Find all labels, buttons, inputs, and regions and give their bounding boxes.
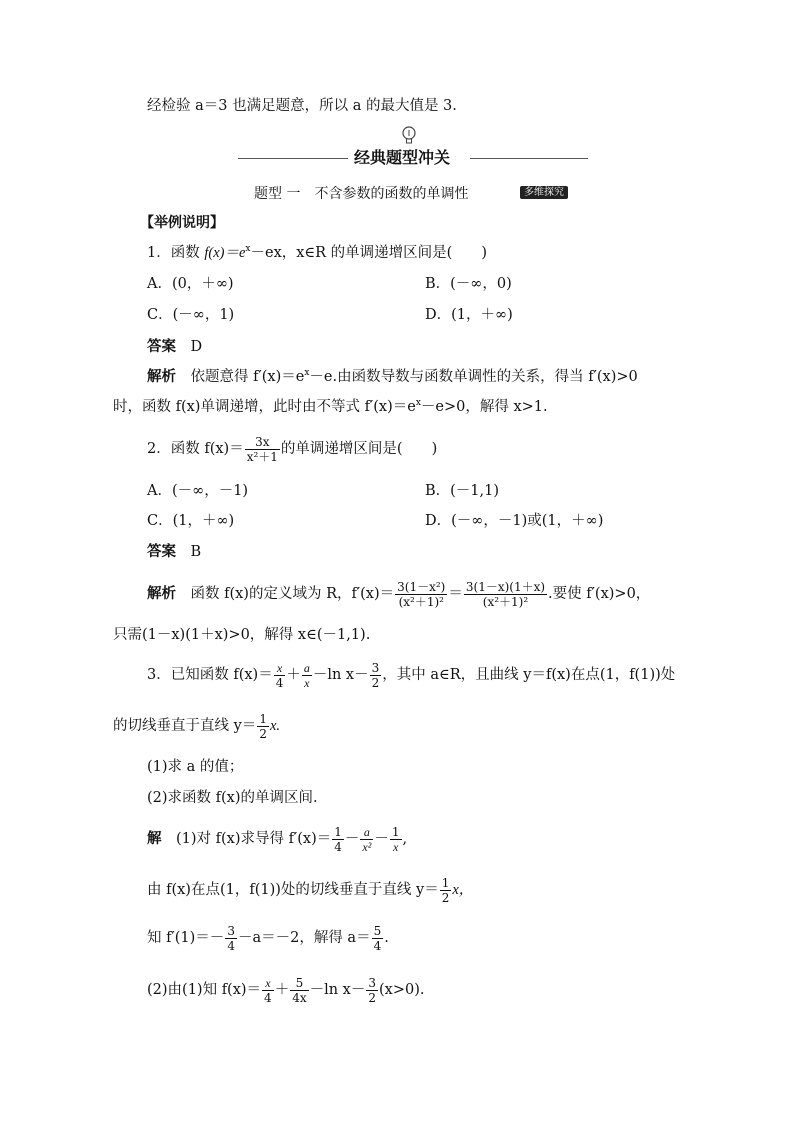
section-rule-right [470,158,588,159]
carryover-line: 经检验 a＝3 也满足题意，所以 a 的最大值是 3. [147,98,457,114]
q2-option-b: B．(－1,1) [425,483,500,499]
sol4-frac-3-over-2: $\frac{3}{2}$ [368,975,376,1005]
q3-frac-a-over-x: $\frac{a}{x}$ [303,660,310,690]
q2-analysis-line2: 只需(1－x)(1＋x)>0，解得 x∈(－1,1). [113,627,371,643]
q3-frac-x-over-4: $\frac{x}{4}$ [275,660,284,690]
sol1-frac-a-over-x2: $\frac{a}{\text{x²}}$ [362,824,372,854]
q2-stem-fraction: $\frac{3x}{\text{x²＋1}}$ [246,434,278,464]
q3-solution-3: 知 f′(1)＝－ $\frac{3}{4}$ －a＝－2，解得 a＝ $\frac{5}{4}$ . [147,923,389,953]
sol1-frac-1-over-x: $\frac{1}{x}$ [391,824,400,854]
question-1-stem: 1．函数 $f(x)=e^x-ex$，x∈R 的单调递增区间是( ) [147,244,487,261]
q1-answer: 答案 D [147,339,203,355]
multi-explore-badge: 多维探究 [520,186,568,199]
sol3-frac-5-over-4: $\frac{5}{4}$ [373,923,382,953]
q2-derivative-fraction-2: $\frac{3(1-x)(1+x)}{\text{(x²＋1)²}}$ [465,579,546,609]
q1-option-b: B．(－∞，0) [425,276,512,292]
q3-stem-line2: 的切线垂直于直线 y＝ $\frac{1}{2}$ x. [113,711,281,741]
q2-option-a: A．(－∞，－1) [147,483,249,499]
q2-answer: 答案 B [147,544,202,560]
section-subtitle: 题型 一 不含参数的函数的单调性 [254,186,469,202]
q3-frac-3-over-2: $\frac{3}{2}$ [371,660,380,690]
section-title: 经典题型冲关 [354,148,451,167]
q3-solution-2: 由 f(x)在点(1，f(1))处的切线垂直于直线 y＝ $\frac{1}{2}$ x， [147,875,474,905]
q1-analysis-line2: 时，函数 f(x)单调递增，此时由不等式 $f'(x)=e^x-e>0$，解得 x>1. [113,398,548,415]
q3-solution-1: 解 (1)对 f(x)求导得 f′(x)＝ $\frac{1}{4}$ － $\frac{a}{\text{x²}}$ － $\frac{1}{x}$ , [147,824,408,854]
q1-option-d: D．(1，＋∞) [425,307,513,323]
example-heading: 【举例说明】 [140,215,224,231]
sol4-frac-x-over-4: $\frac{x}{4}$ [264,975,272,1005]
bulb-icon [402,126,416,144]
q3-part-1: (1)求 a 的值； [147,759,244,775]
sol3-frac-3-over-4: $\frac{3}{4}$ [227,923,235,953]
q2-analysis-line1: 解析 函数 f(x)的定义域为 R，f′(x)＝ $\frac{\text{3(1－x²)}}{\text{(x²＋1)²}}$ ＝ $\frac{3(1-x)(1+x)}{\text{(x²＋1)²}}$ .要使 f′(x)>0， [147,579,651,609]
question-3-stem: 3．已知函数 f(x)＝ $\frac{x}{4}$ ＋ $\frac{a}{x}$ －ln x－ $\frac{3}{2}$ ，其中 a∈R，且曲线 y＝f(x)在点(1，f(1))处 [147,660,676,690]
q1-analysis-line1: 解析 依题意得 $f'(x)=e^x-e$.由函数导数与函数单调性的关系，得当 f′(x)>0 [147,368,638,385]
sol2-frac-1-over-2: $\frac{1}{2}$ [441,875,450,905]
q2-derivative-fraction-1: $\frac{\text{3(1－x²)}}{\text{(x²＋1)²}}$ [397,579,446,609]
q1-option-c: C．(－∞，1) [147,307,235,323]
q2-option-d: D．(－∞，－1)或(1，＋∞) [425,513,604,529]
q1-option-a: A．(0，＋∞) [147,276,234,292]
q3-part-2: (2)求函数 f(x)的单调区间. [147,790,318,806]
section-rule-left [238,158,348,159]
q2-option-c: C．(1，＋∞) [147,513,235,529]
q3-frac-1-over-2: $\frac{1}{2}$ [259,711,267,741]
question-2-stem: 2．函数 f(x)＝ $\frac{3x}{\text{x²＋1}}$ 的单调递增区间是( ) [147,434,438,464]
sol1-frac-1-over-4: $\frac{1}{4}$ [334,824,342,854]
q3-solution-4: (2)由(1)知 f(x)＝ $\frac{x}{4}$ ＋ $\frac{5}{4x}$ －ln x－ $\frac{3}{2}$ (x>0). [147,975,425,1005]
sol4-frac-5-over-4x: $\frac{5}{4x}$ [292,975,307,1005]
